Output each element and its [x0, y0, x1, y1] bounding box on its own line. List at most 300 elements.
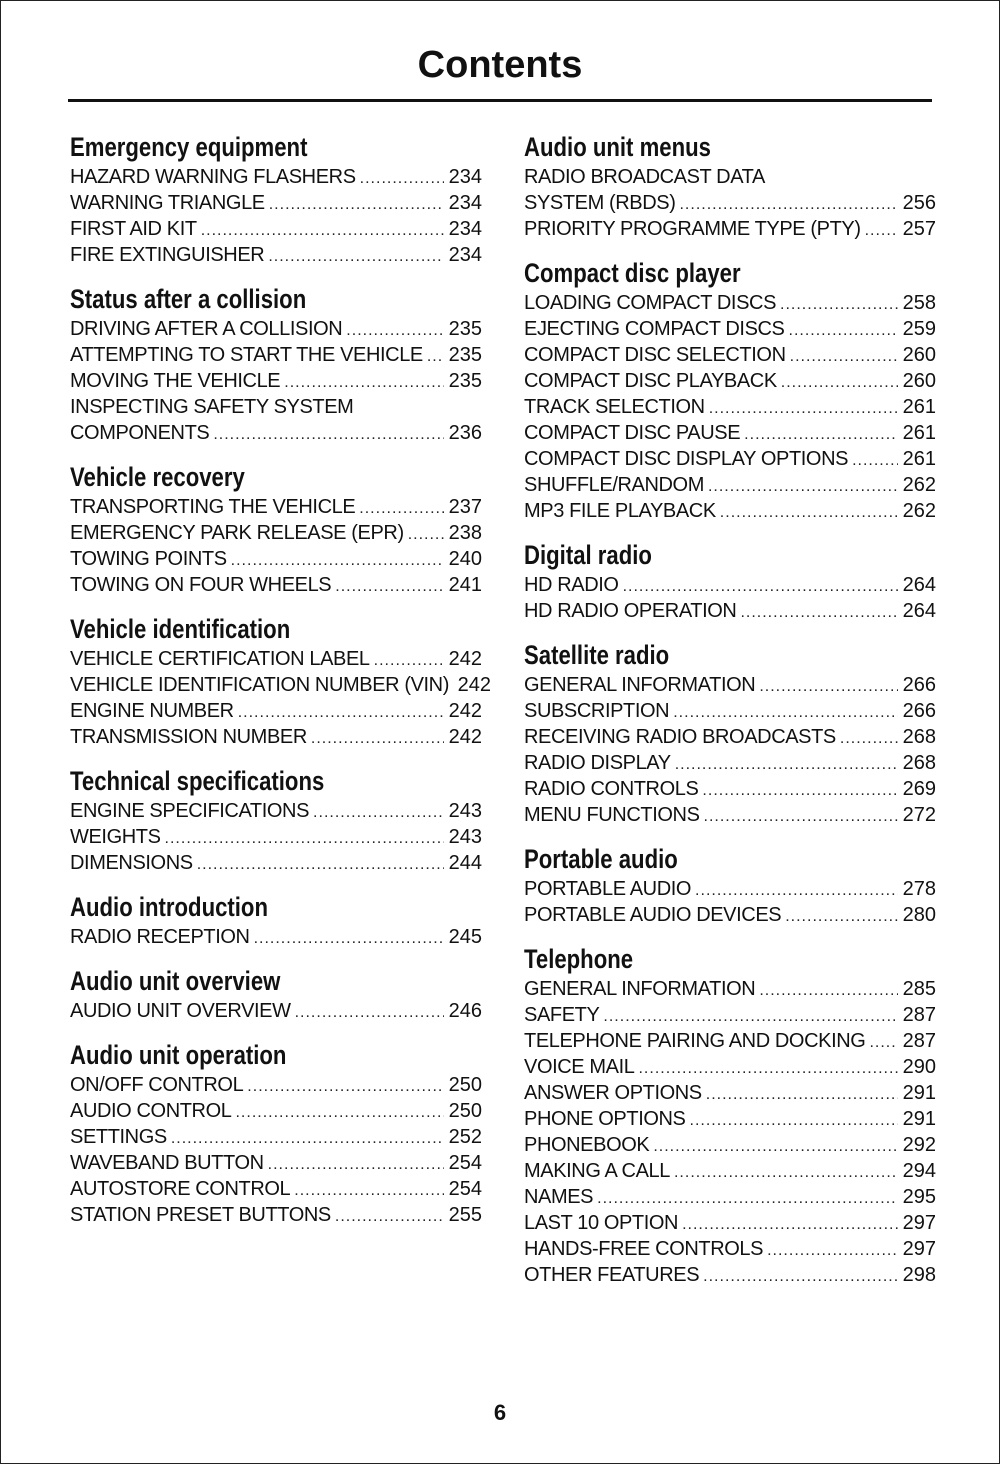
dot-leader [408, 522, 444, 548]
entry-page-number: 250 [448, 1100, 482, 1122]
entry-list [524, 572, 936, 624]
entry-page-number: 268 [902, 752, 936, 774]
right-column [524, 130, 936, 1288]
entry-label: NAMES [524, 1186, 594, 1208]
toc-entry[interactable] [524, 342, 936, 368]
section-heading: Digital radio [524, 540, 652, 570]
entry-page-number: 287 [902, 1004, 936, 1026]
dot-leader [790, 344, 898, 370]
section-gap [70, 1024, 482, 1038]
toc-entry[interactable] [524, 598, 936, 624]
entry-label: TRANSMISSION NUMBER [70, 726, 307, 748]
entry-page-number: 268 [902, 726, 936, 748]
section-heading: Portable audio [524, 844, 678, 874]
entry-list [70, 646, 491, 750]
dot-leader [679, 192, 898, 218]
entry-page-number: 298 [902, 1264, 936, 1286]
entry-label: HANDS-FREE CONTROLS [524, 1238, 764, 1260]
toc-section-vehicle-identification [70, 612, 491, 764]
entry-label: WEIGHTS [70, 826, 161, 848]
toc-entry[interactable] [524, 1080, 936, 1106]
entry-page-number: 255 [448, 1204, 482, 1226]
toc-entry[interactable] [70, 1176, 482, 1202]
entry-page-number: 238 [448, 522, 482, 544]
toc-entry[interactable] [70, 998, 482, 1024]
section-gap [70, 876, 482, 890]
dot-leader [231, 548, 444, 574]
dot-leader [254, 926, 444, 952]
entry-label: RADIO RECEPTION [70, 926, 250, 948]
dot-leader [744, 422, 898, 448]
entry-list [70, 164, 482, 268]
dot-leader [238, 700, 444, 726]
entry-label: FIRST AID KIT [70, 218, 197, 240]
dot-leader [247, 1074, 444, 1100]
section-gap [524, 524, 936, 538]
entry-label: INSPECTING SAFETY SYSTEM [70, 396, 354, 418]
entry-label: SETTINGS [70, 1126, 167, 1148]
entry-list [70, 998, 482, 1024]
toc-entry[interactable] [70, 724, 482, 750]
toc-section-audio-unit-overview [70, 964, 482, 1038]
entry-page-number: 242 [448, 700, 482, 722]
entry-page-number: 245 [448, 926, 482, 948]
entry-list [70, 924, 482, 950]
dot-leader [427, 344, 444, 370]
toc-entry[interactable] [524, 1054, 936, 1080]
toc-entry[interactable] [524, 802, 936, 828]
toc-entry[interactable] [524, 572, 936, 598]
toc-entry[interactable] [524, 472, 936, 498]
dot-leader [597, 1186, 898, 1212]
dot-leader [759, 674, 898, 700]
entry-label: WAVEBAND BUTTON [70, 1152, 264, 1174]
toc-entry[interactable] [524, 902, 936, 928]
toc-entry[interactable] [70, 190, 482, 216]
entry-label: TOWING ON FOUR WHEELS [70, 574, 332, 596]
dot-leader [294, 1178, 444, 1204]
toc-entry[interactable] [70, 342, 482, 368]
toc-entry[interactable] [70, 420, 482, 446]
entry-page-number: 235 [448, 370, 482, 392]
section-gap [70, 446, 482, 460]
entry-page-number: 256 [902, 192, 936, 214]
entry-page-number: 292 [902, 1134, 936, 1156]
toc-entry[interactable] [70, 164, 482, 190]
entry-page-number: 261 [902, 422, 936, 444]
entry-label: VEHICLE CERTIFICATION LABEL [70, 648, 370, 670]
dot-leader [704, 804, 898, 830]
entry-page-number: 291 [902, 1082, 936, 1104]
dot-leader [740, 600, 898, 626]
entry-label: COMPACT DISC PAUSE [524, 422, 741, 444]
entry-page-number: 262 [902, 500, 936, 522]
title-rule [68, 99, 932, 102]
toc-entry[interactable] [524, 164, 936, 190]
entry-label: HD RADIO [524, 574, 619, 596]
entry-list [70, 494, 482, 598]
dot-leader [268, 1152, 444, 1178]
dot-leader [674, 1160, 898, 1186]
toc-entry[interactable] [70, 1098, 482, 1124]
entry-page-number: 252 [448, 1126, 482, 1148]
toc-entry[interactable] [524, 216, 936, 242]
entry-label: VEHICLE IDENTIFICATION NUMBER (VIN) [70, 674, 449, 696]
entry-label: LAST 10 OPTION [524, 1212, 679, 1234]
toc-entry[interactable] [524, 1210, 936, 1236]
section-heading: Emergency equipment [70, 132, 308, 162]
toc-entry[interactable] [70, 824, 482, 850]
entry-page-number: 266 [902, 700, 936, 722]
section-heading: Audio unit menus [524, 132, 711, 162]
entry-page-number: 244 [448, 852, 482, 874]
entry-label: ENGINE NUMBER [70, 700, 234, 722]
entry-label: MP3 FILE PLAYBACK [524, 500, 716, 522]
entry-page-number: 261 [902, 448, 936, 470]
entry-label: ENGINE SPECIFICATIONS [70, 800, 310, 822]
entry-page-number: 297 [902, 1238, 936, 1260]
dot-leader [638, 1056, 898, 1082]
entry-label: WARNING TRIANGLE [70, 192, 265, 214]
entry-label: EMERGENCY PARK RELEASE (EPR) [70, 522, 404, 544]
toc-entry[interactable] [70, 1072, 482, 1098]
entry-label: ANSWER OPTIONS [524, 1082, 702, 1104]
entry-page-number: 261 [902, 396, 936, 418]
toc-section-status-after-a-collision [70, 282, 482, 460]
entry-list [70, 798, 482, 876]
entry-label: LOADING COMPACT DISCS [524, 292, 777, 314]
toc-entry[interactable] [70, 368, 482, 394]
dot-leader [165, 826, 444, 852]
entry-page-number: 285 [902, 978, 936, 1000]
toc-entry[interactable] [70, 672, 491, 698]
dot-leader [269, 192, 444, 218]
entry-page-number: 243 [448, 826, 482, 848]
dot-leader [268, 244, 444, 270]
entry-label: VOICE MAIL [524, 1056, 635, 1078]
section-heading: Audio unit operation [70, 1040, 287, 1070]
entry-label: SYSTEM (RBDS) [524, 192, 676, 214]
entry-label: AUDIO UNIT OVERVIEW [70, 1000, 291, 1022]
toc-entry[interactable] [70, 798, 482, 824]
entry-page-number: 234 [448, 218, 482, 240]
entry-label: COMPACT DISC DISPLAY OPTIONS [524, 448, 849, 470]
entry-label: COMPACT DISC PLAYBACK [524, 370, 777, 392]
section-gap [70, 750, 482, 764]
dot-leader [171, 1126, 444, 1152]
entry-page-number: 264 [902, 600, 936, 622]
entry-page-number: 257 [902, 218, 936, 240]
toc-entry[interactable] [524, 698, 936, 724]
toc-entry[interactable] [524, 724, 936, 750]
dot-leader [374, 648, 444, 674]
section-gap [524, 624, 936, 638]
entry-list [524, 672, 936, 828]
dot-leader [673, 700, 898, 726]
toc-entry[interactable] [524, 290, 936, 316]
entry-label: HAZARD WARNING FLASHERS [70, 166, 356, 188]
entry-page-number: 269 [902, 778, 936, 800]
entry-label: AUDIO CONTROL [70, 1100, 232, 1122]
dot-leader [346, 318, 444, 344]
dot-leader [603, 1004, 898, 1030]
toc-entry[interactable] [70, 572, 482, 598]
dot-leader [284, 370, 444, 396]
entry-page-number: 264 [902, 574, 936, 596]
dot-leader [865, 218, 898, 244]
toc-entry[interactable] [70, 520, 482, 546]
entry-list [524, 164, 936, 242]
toc-entry[interactable] [524, 446, 936, 472]
entry-label: FIRE EXTINGUISHER [70, 244, 265, 266]
entry-page-number: 236 [448, 422, 482, 444]
dot-leader [295, 1000, 444, 1026]
entry-label: STATION PRESET BUTTONS [70, 1204, 331, 1226]
entry-label: COMPONENTS [70, 422, 210, 444]
toc-entry[interactable] [70, 546, 482, 572]
dot-leader [759, 978, 898, 1004]
dot-leader [623, 574, 898, 600]
toc-entry[interactable] [524, 1002, 936, 1028]
entry-label: AUTOSTORE CONTROL [70, 1178, 291, 1200]
dot-leader [201, 218, 444, 244]
entry-page-number: 272 [902, 804, 936, 826]
dot-leader [781, 370, 898, 396]
entry-page-number: 235 [448, 344, 482, 366]
dot-leader [360, 166, 444, 192]
entry-label: RADIO BROADCAST DATA [524, 166, 765, 188]
entry-page-number: 242 [457, 674, 491, 696]
section-gap [70, 950, 482, 964]
toc-entry[interactable] [70, 646, 482, 672]
dot-leader [197, 852, 444, 878]
toc-entry[interactable] [524, 750, 936, 776]
dot-leader [690, 1108, 899, 1134]
entry-page-number: 294 [902, 1160, 936, 1182]
entry-page-number: 250 [448, 1074, 482, 1096]
toc-entry[interactable] [70, 850, 482, 876]
entry-label: TRANSPORTING THE VEHICLE [70, 496, 356, 518]
toc-entry[interactable] [70, 1150, 482, 1176]
entry-label: TELEPHONE PAIRING AND DOCKING [524, 1030, 866, 1052]
toc-entry[interactable] [70, 216, 482, 242]
dot-leader [335, 574, 444, 600]
toc-section-audio-unit-operation [70, 1038, 482, 1228]
toc-entry[interactable] [524, 1236, 936, 1262]
toc-section-vehicle-recovery [70, 460, 482, 612]
toc-section-satellite-radio [524, 638, 936, 842]
toc-entry[interactable] [524, 672, 936, 698]
dot-leader [709, 396, 898, 422]
entry-page-number: 241 [448, 574, 482, 596]
section-heading: Vehicle identification [70, 614, 291, 644]
toc-section-audio-introduction [70, 890, 482, 964]
dot-leader [789, 318, 899, 344]
section-heading: Audio introduction [70, 892, 268, 922]
entry-label: PORTABLE AUDIO [524, 878, 692, 900]
entry-label: PORTABLE AUDIO DEVICES [524, 904, 782, 926]
entry-label: GENERAL INFORMATION [524, 978, 756, 1000]
toc-entry[interactable] [70, 242, 482, 268]
dot-leader [852, 448, 898, 474]
entry-label: HD RADIO OPERATION [524, 600, 737, 622]
entry-list [524, 290, 936, 524]
entry-label: TOWING POINTS [70, 548, 227, 570]
dot-leader [675, 752, 898, 778]
entry-page-number: 237 [448, 496, 482, 518]
entry-page-number: 290 [902, 1056, 936, 1078]
entry-page-number: 254 [448, 1152, 482, 1174]
entry-page-number: 260 [902, 370, 936, 392]
entry-label: ATTEMPTING TO START THE VEHICLE [70, 344, 423, 366]
entry-page-number: 234 [448, 192, 482, 214]
entry-label: SHUFFLE/RANDOM [524, 474, 704, 496]
dot-leader [653, 1134, 898, 1160]
entry-label: GENERAL INFORMATION [524, 674, 756, 696]
entry-label: MENU FUNCTIONS [524, 804, 700, 826]
entry-page-number: 243 [448, 800, 482, 822]
toc-entry[interactable] [524, 316, 936, 342]
section-gap [524, 928, 936, 942]
entry-label: DRIVING AFTER A COLLISION [70, 318, 343, 340]
entry-label: TRACK SELECTION [524, 396, 705, 418]
section-heading: Technical specifications [70, 766, 325, 796]
entry-label: EJECTING COMPACT DISCS [524, 318, 785, 340]
entry-label: PHONE OPTIONS [524, 1108, 686, 1130]
entry-label: RECEIVING RADIO BROADCASTS [524, 726, 836, 748]
entry-label: PRIORITY PROGRAMME TYPE (PTY) [524, 218, 861, 240]
toc-entry[interactable] [524, 876, 936, 902]
entry-page-number: 242 [448, 726, 482, 748]
entry-page-number: 280 [902, 904, 936, 926]
dot-leader [708, 474, 898, 500]
dot-leader [767, 1238, 898, 1264]
dot-leader [785, 904, 898, 930]
entry-page-number: 291 [902, 1108, 936, 1130]
toc-entry[interactable] [70, 494, 482, 520]
entry-page-number: 266 [902, 674, 936, 696]
dot-leader [359, 496, 444, 522]
dot-leader [706, 1082, 898, 1108]
toc-entry[interactable] [524, 1132, 936, 1158]
toc-entry[interactable] [524, 1158, 936, 1184]
entry-page-number: 258 [902, 292, 936, 314]
toc-entry[interactable] [524, 1106, 936, 1132]
section-heading: Telephone [524, 944, 634, 974]
dot-leader [869, 1030, 898, 1056]
dot-leader [235, 1100, 444, 1126]
entry-label: ON/OFF CONTROL [70, 1074, 244, 1096]
toc-section-telephone [524, 942, 936, 1288]
entry-label: SAFETY [524, 1004, 600, 1026]
entry-page-number: 297 [902, 1212, 936, 1234]
entry-label: OTHER FEATURES [524, 1264, 700, 1286]
toc-section-technical-specifications [70, 764, 482, 890]
toc-section-portable-audio [524, 842, 936, 942]
toc-entry[interactable] [524, 1262, 936, 1288]
dot-leader [695, 878, 898, 904]
section-heading: Vehicle recovery [70, 462, 245, 492]
toc-entry[interactable] [524, 1028, 936, 1054]
toc-entry[interactable] [70, 1202, 482, 1228]
toc-entry[interactable] [524, 190, 936, 216]
dot-leader [780, 292, 898, 318]
dot-leader [702, 778, 898, 804]
entry-page-number: 287 [902, 1030, 936, 1052]
section-gap [524, 242, 936, 256]
dot-leader [682, 1212, 898, 1238]
entry-label: RADIO CONTROLS [524, 778, 699, 800]
section-heading: Audio unit overview [70, 966, 281, 996]
toc-section-compact-disc-player [524, 256, 936, 538]
left-column [70, 130, 491, 1228]
toc-entry[interactable] [70, 1124, 482, 1150]
section-heading: Compact disc player [524, 258, 741, 288]
entry-label: RADIO DISPLAY [524, 752, 671, 774]
toc-section-audio-unit-menus [524, 130, 936, 256]
page-title: Contents [417, 44, 583, 86]
dot-leader [213, 422, 444, 448]
section-gap [70, 268, 482, 282]
entry-label: MOVING THE VEHICLE [70, 370, 281, 392]
section-heading: Satellite radio [524, 640, 670, 670]
entry-list [524, 876, 936, 928]
entry-page-number: 234 [448, 166, 482, 188]
entry-page-number: 240 [448, 548, 482, 570]
toc-section-emergency-equipment [70, 130, 482, 282]
entry-list [70, 1072, 482, 1228]
toc-entry[interactable] [524, 1184, 936, 1210]
dot-leader [313, 800, 444, 826]
toc-section-digital-radio [524, 538, 936, 638]
entry-page-number: 234 [448, 244, 482, 266]
entry-label: COMPACT DISC SELECTION [524, 344, 786, 366]
section-gap [70, 598, 482, 612]
dot-leader [720, 500, 898, 526]
dot-leader [703, 1264, 898, 1290]
toc-entry[interactable] [70, 394, 482, 420]
entry-label: SUBSCRIPTION [524, 700, 670, 722]
toc-entry[interactable] [524, 420, 936, 446]
entry-list [70, 316, 482, 446]
section-gap [524, 828, 936, 842]
toc-entry[interactable] [524, 368, 936, 394]
toc-entry[interactable] [524, 776, 936, 802]
entry-page-number: 259 [902, 318, 936, 340]
toc-entry[interactable] [70, 316, 482, 342]
entry-list [524, 976, 936, 1288]
toc-entry[interactable] [524, 976, 936, 1002]
entry-page-number: 246 [448, 1000, 482, 1022]
dot-leader [311, 726, 444, 752]
page-number: 6 [493, 1400, 507, 1425]
entry-page-number: 235 [448, 318, 482, 340]
section-heading: Status after a collision [70, 284, 307, 314]
dot-leader [335, 1204, 444, 1230]
entry-label: DIMENSIONS [70, 852, 193, 874]
toc-entry[interactable] [70, 924, 482, 950]
entry-label: PHONEBOOK [524, 1134, 650, 1156]
entry-page-number: 278 [902, 878, 936, 900]
toc-entry[interactable] [70, 698, 482, 724]
toc-entry[interactable] [524, 498, 936, 524]
dot-leader [840, 726, 898, 752]
entry-page-number: 242 [448, 648, 482, 670]
entry-page-number: 295 [902, 1186, 936, 1208]
entry-page-number: 254 [448, 1178, 482, 1200]
toc-entry[interactable] [524, 394, 936, 420]
entry-label: MAKING A CALL [524, 1160, 670, 1182]
